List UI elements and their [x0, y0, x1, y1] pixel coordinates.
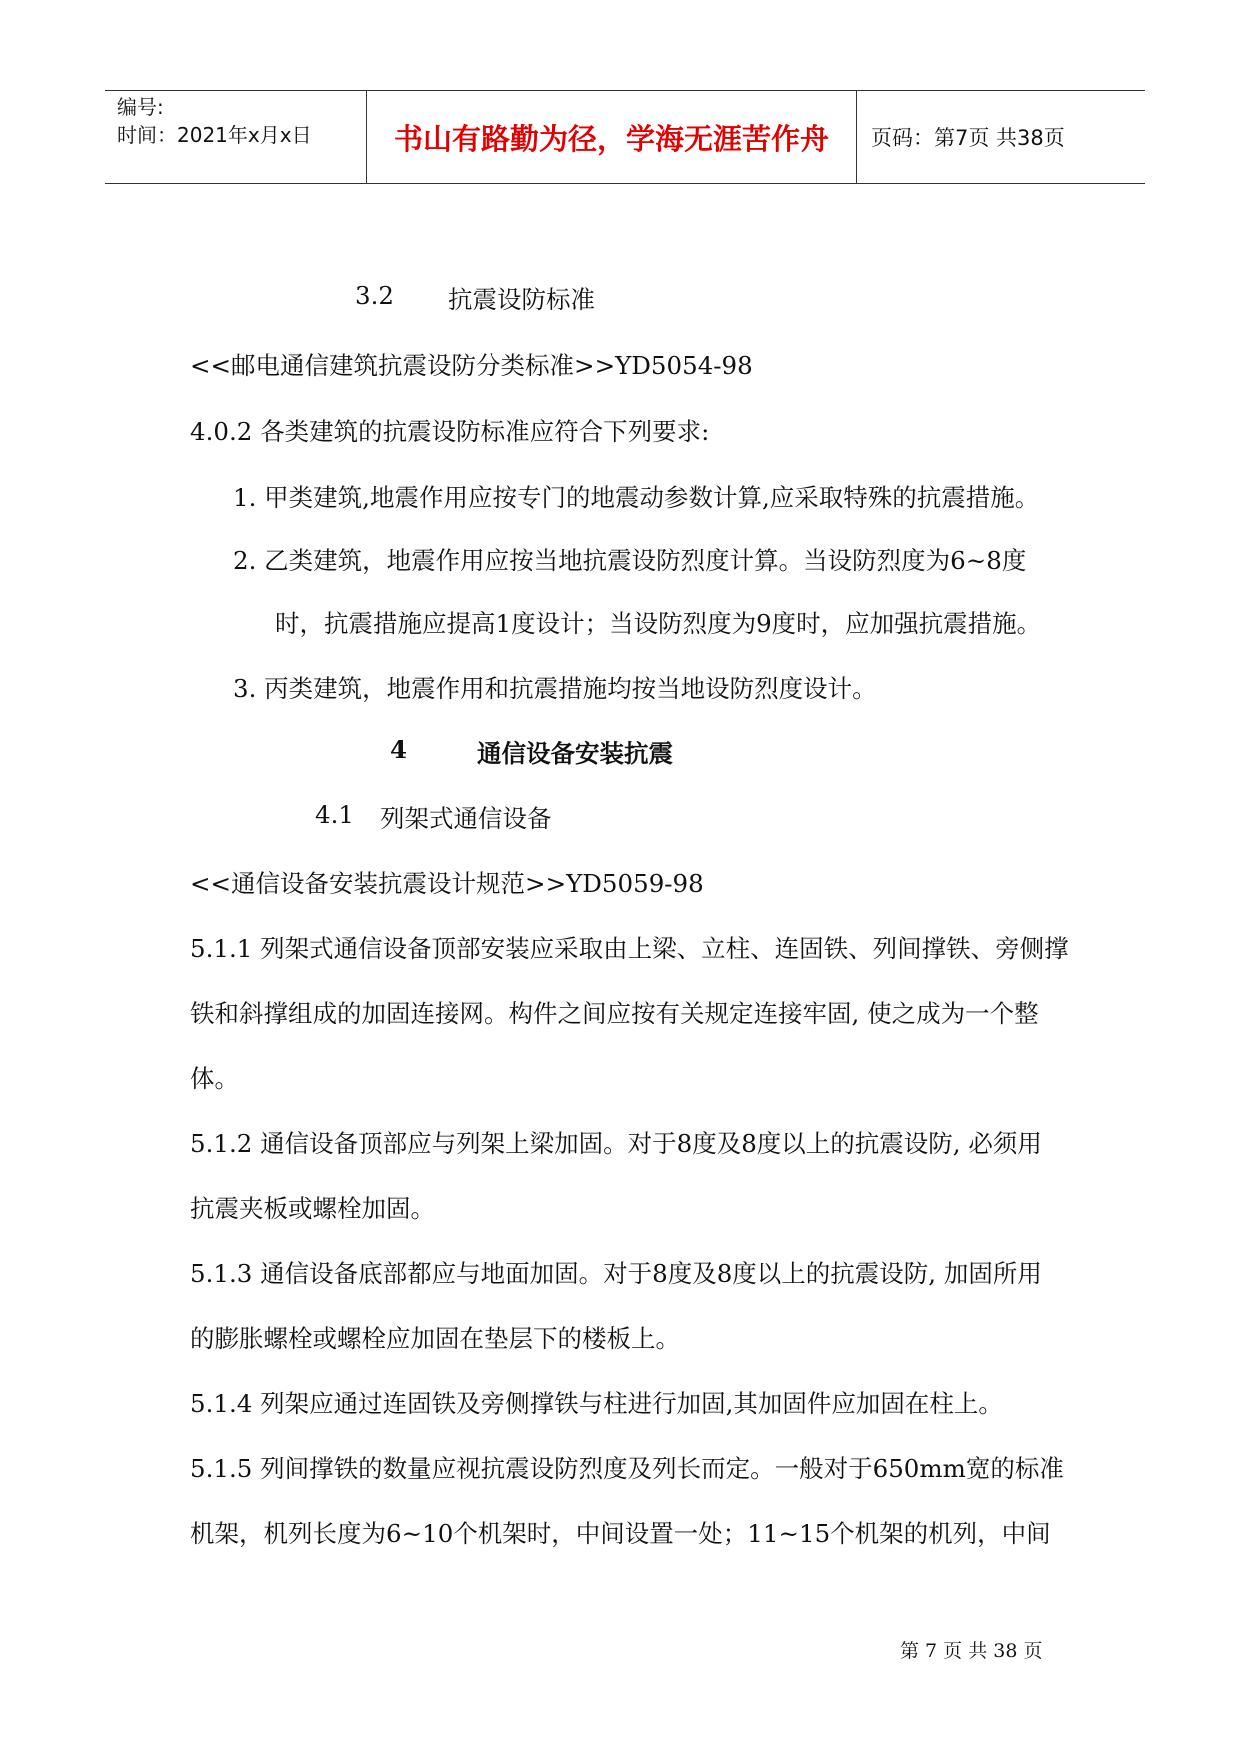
text-line-sec-4-1-title: 列架式通信设备	[380, 804, 552, 833]
time-label: 时间：2021年x月x日	[117, 123, 312, 147]
text-line-sec-4-1-num: 4.1	[315, 800, 354, 829]
text-line-c511a: 5.1.1 列架式通信设备顶部安装应采取由上梁、立柱、连固铁、列间撑铁、旁侧撑	[190, 934, 1069, 963]
text-line-c511c: 体。	[190, 1064, 239, 1093]
text-line-item-1: 1. 甲类建筑,地震作用应按专门的地震动参数计算,应采取特殊的抗震措施。	[233, 483, 1040, 512]
text-line-c513b: 的膨胀螺栓或螺栓应加固在垫层下的楼板上。	[190, 1324, 680, 1353]
header-page-info: 页码：第7页 共38页	[871, 126, 1065, 150]
text-line-sec-4-title: 通信设备安装抗震	[477, 739, 673, 768]
text-line-sec-3-2-num: 3.2	[355, 281, 394, 310]
text-line-c512b: 抗震夹板或螺栓加固。	[190, 1194, 435, 1223]
text-line-c512a: 5.1.2 通信设备顶部应与列架上梁加固。对于8度及8度以上的抗震设防, 必须用	[190, 1129, 1042, 1158]
page-footer: 第 7 页 共 38 页	[900, 1640, 1043, 1662]
text-line-item-3: 3. 丙类建筑，地震作用和抗震措施均按当地设防烈度设计。	[233, 674, 877, 703]
text-line-item-2a: 2. 乙类建筑，地震作用应按当地抗震设防烈度计算。当设防烈度为6~8度	[233, 546, 1027, 575]
text-line-clause-402: 4.0.2 各类建筑的抗震设防标准应符合下列要求:	[190, 417, 710, 446]
page-header	[105, 90, 1145, 184]
serial-label: 编号:	[117, 95, 164, 119]
text-line-c511b: 铁和斜撑组成的加固连接网。构件之间应按有关规定连接牢固, 使之成为一个整	[190, 999, 1039, 1028]
header-motto: 书山有路勤为径，学海无涯苦作舟	[367, 91, 857, 183]
text-line-c515b: 机架，机列长度为6~10个机架时，中间设置一处；11~15个机架的机列，中间	[190, 1519, 1051, 1548]
text-line-ref-1: <<邮电通信建筑抗震设防分类标准>>YD5054-98	[190, 351, 753, 380]
text-line-sec-3-2-title: 抗震设防标准	[448, 285, 595, 314]
text-line-item-2b: 时，抗震措施应提高1度设计；当设防烈度为9度时，应加强抗震措施。	[275, 609, 1042, 638]
text-line-ref-2: <<通信设备安装抗震设计规范>>YD5059-98	[190, 869, 704, 898]
text-line-c513a: 5.1.3 通信设备底部都应与地面加固。对于8度及8度以上的抗震设防, 加固所用	[190, 1259, 1042, 1288]
text-line-sec-4-num: 4	[390, 735, 408, 764]
text-line-c515a: 5.1.5 列间撑铁的数量应视抗震设防烈度及列长而定。一般对于650mm宽的标准	[190, 1454, 1064, 1483]
text-line-c514: 5.1.4 列架应通过连固铁及旁侧撑铁与柱进行加固,其加固件应加固在柱上。	[190, 1389, 1003, 1418]
header-meta	[105, 91, 367, 183]
